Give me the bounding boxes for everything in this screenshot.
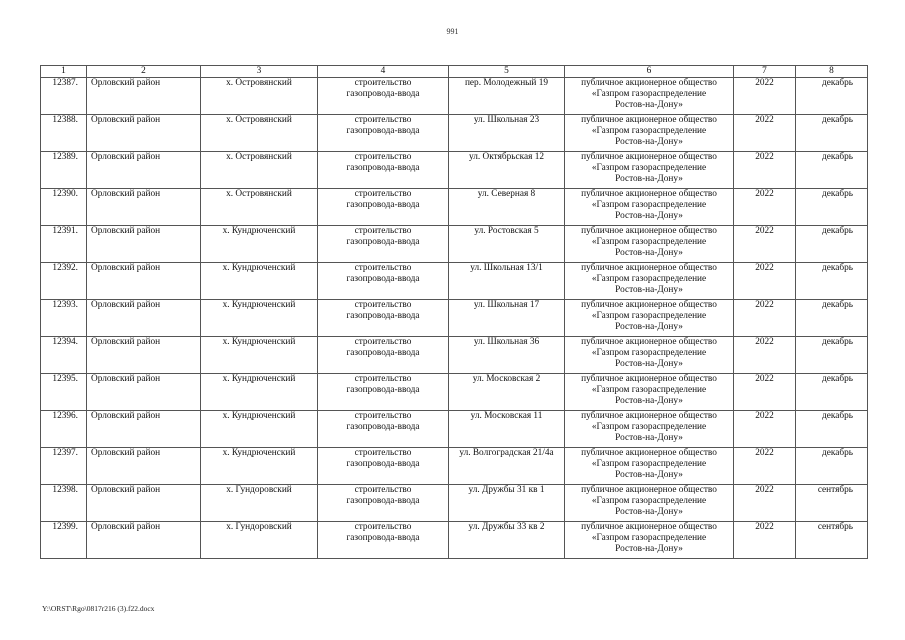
organization-cell-text: публичное акционерное общество [581, 263, 717, 273]
organization-cell [565, 337, 734, 374]
organization-cell [565, 263, 734, 300]
address-cell [449, 485, 565, 522]
district-cell [87, 485, 201, 522]
year-cell-text: 2022 [755, 300, 774, 310]
work-type-cell [318, 189, 449, 226]
address-cell-text: ул. Школьная 23 [473, 115, 540, 125]
settlement-cell-text: х. Кундрюченский [222, 337, 296, 347]
district-cell [87, 448, 201, 485]
month-cell [796, 152, 868, 189]
address-cell-text: ул. Дружбы 33 кв 2 [468, 522, 545, 532]
district-cell [87, 337, 201, 374]
organization-cell [565, 78, 734, 115]
organization-cell-text: Ростов-на-Дону» [615, 100, 683, 111]
organization-cell-text: публичное акционерное общество [581, 411, 717, 421]
organization-cell-text: «Газпром газораспределение [591, 422, 707, 433]
organization-cell-text: «Газпром газораспределение [591, 311, 707, 322]
work-type-cell [318, 374, 449, 411]
work-type-cell [318, 115, 449, 152]
address-cell [449, 78, 565, 115]
column-number-row [41, 66, 868, 78]
organization-cell-text: публичное акционерное общество [581, 300, 717, 310]
work-type-cell-text: газопровода-ввода [346, 126, 420, 137]
district-cell-text: Орловский район [91, 226, 161, 236]
year-cell-text: 2022 [755, 115, 774, 125]
month-cell [796, 226, 868, 263]
organization-cell-text: Ростов-на-Дону» [615, 322, 683, 333]
district-cell-text: Орловский район [91, 522, 161, 532]
month-cell-text: декабрь [822, 263, 853, 273]
month-cell-text: декабрь [822, 152, 853, 162]
address-cell-text: ул. Школьная 17 [473, 300, 540, 310]
district-cell-text: Орловский район [91, 300, 161, 310]
year-cell-text: 2022 [755, 78, 774, 88]
organization-cell-text: Ростов-на-Дону» [615, 248, 683, 259]
work-type-cell [318, 263, 449, 300]
district-cell [87, 263, 201, 300]
work-type-cell-text: строительство [354, 263, 412, 273]
district-cell-text: Орловский район [91, 263, 161, 273]
settlement-cell [201, 374, 318, 411]
month-cell-text: сентябрь [817, 522, 853, 532]
month-cell [796, 337, 868, 374]
table-row [41, 263, 868, 300]
settlement-cell-text: х. Островянский [226, 78, 292, 88]
address-cell [449, 152, 565, 189]
settlement-cell [201, 263, 318, 300]
month-cell [796, 189, 868, 226]
year-cell [734, 411, 796, 448]
row-number-cell-text: 12398. [52, 485, 78, 495]
work-type-cell-text: газопровода-ввода [346, 311, 420, 322]
organization-cell-text: «Газпром газораспределение [591, 348, 707, 359]
settlement-cell [201, 115, 318, 152]
organization-cell-text: публичное акционерное общество [581, 189, 717, 199]
year-cell [734, 115, 796, 152]
settlement-cell-text: х. Кундрюченский [222, 263, 296, 273]
work-type-cell-text: строительство [354, 522, 412, 532]
organization-cell-text: публичное акционерное общество [581, 485, 717, 495]
settlement-cell [201, 411, 318, 448]
row-number-cell-text: 12391. [52, 226, 78, 236]
column-number-header: 5 [449, 66, 565, 78]
row-number-cell [41, 226, 87, 263]
table-row [41, 300, 868, 337]
table-row [41, 485, 868, 522]
address-cell-text: ул. Школьная 13/1 [470, 263, 543, 273]
gas-pipeline-schedule-table [40, 65, 868, 559]
table-row [41, 522, 868, 559]
organization-cell-text: публичное акционерное общество [581, 374, 717, 384]
work-type-cell-text: строительство [354, 226, 412, 236]
column-number-header: 6 [565, 66, 734, 78]
month-cell [796, 78, 868, 115]
year-cell-text: 2022 [755, 374, 774, 384]
year-cell-text: 2022 [755, 485, 774, 495]
row-number-cell-text: 12396. [52, 411, 78, 421]
address-cell [449, 411, 565, 448]
settlement-cell-text: х. Кундрюченский [222, 374, 296, 384]
settlement-cell-text: х. Островянский [226, 189, 292, 199]
year-cell [734, 226, 796, 263]
settlement-cell-text: х. Кундрюченский [222, 448, 296, 458]
organization-cell-text: Ростов-на-Дону» [615, 359, 683, 370]
district-cell-text: Орловский район [91, 448, 161, 458]
address-cell-text: ул. Северная 8 [477, 189, 536, 199]
organization-cell-text: Ростов-на-Дону» [615, 211, 683, 222]
organization-cell-text: Ростов-на-Дону» [615, 285, 683, 296]
address-cell [449, 115, 565, 152]
district-cell-text: Орловский район [91, 411, 161, 421]
work-type-cell [318, 337, 449, 374]
table-row [41, 411, 868, 448]
row-number-cell-text: 12395. [52, 374, 78, 384]
work-type-cell-text: строительство [354, 411, 412, 421]
row-number-cell-text: 12387. [52, 78, 78, 88]
address-cell [449, 226, 565, 263]
row-number-cell [41, 115, 87, 152]
organization-cell [565, 411, 734, 448]
row-number-cell [41, 337, 87, 374]
address-cell-text: ул. Дружбы 31 кв 1 [468, 485, 545, 495]
district-cell [87, 522, 201, 559]
work-type-cell-text: газопровода-ввода [346, 89, 420, 100]
work-type-cell-text: газопровода-ввода [346, 163, 420, 174]
table-row [41, 152, 868, 189]
row-number-cell-text: 12393. [52, 300, 78, 310]
organization-cell [565, 115, 734, 152]
work-type-cell [318, 300, 449, 337]
row-number-cell [41, 78, 87, 115]
year-cell-text: 2022 [755, 448, 774, 458]
column-number-header: 8 [796, 66, 868, 78]
row-number-cell [41, 263, 87, 300]
year-cell-text: 2022 [755, 189, 774, 199]
address-cell [449, 448, 565, 485]
settlement-cell [201, 152, 318, 189]
year-cell-text: 2022 [755, 226, 774, 236]
organization-cell-text: «Газпром газораспределение [591, 163, 707, 174]
work-type-cell-text: газопровода-ввода [346, 385, 420, 396]
organization-cell-text: публичное акционерное общество [581, 522, 717, 532]
month-cell-text: декабрь [822, 226, 853, 236]
district-cell [87, 152, 201, 189]
year-cell-text: 2022 [755, 263, 774, 273]
settlement-cell [201, 226, 318, 263]
settlement-cell-text: х. Кундрюченский [222, 226, 296, 236]
address-cell-text: ул. Московская 11 [470, 411, 543, 421]
month-cell [796, 448, 868, 485]
settlement-cell [201, 485, 318, 522]
year-cell-text: 2022 [755, 411, 774, 421]
organization-cell [565, 374, 734, 411]
work-type-cell [318, 485, 449, 522]
organization-cell-text: «Газпром газораспределение [591, 533, 707, 544]
month-cell-text: декабрь [822, 78, 853, 88]
settlement-cell [201, 337, 318, 374]
organization-cell [565, 522, 734, 559]
row-number-cell [41, 485, 87, 522]
month-cell-text: декабрь [822, 337, 853, 347]
column-number-header: 1 [41, 66, 87, 78]
organization-cell-text: публичное акционерное общество [581, 78, 717, 88]
document-table-container [40, 65, 867, 559]
organization-cell-text: «Газпром газораспределение [591, 274, 707, 285]
month-cell [796, 485, 868, 522]
organization-cell-text: «Газпром газораспределение [591, 385, 707, 396]
table-header [41, 66, 868, 78]
district-cell [87, 189, 201, 226]
organization-cell-text: Ростов-на-Дону» [615, 433, 683, 444]
row-number-cell [41, 522, 87, 559]
district-cell-text: Орловский район [91, 78, 161, 88]
month-cell [796, 115, 868, 152]
file-path-footer: Y:\ORST\Rgo\0817r216 (3).f22.docx [42, 604, 155, 613]
district-cell-text: Орловский район [91, 337, 161, 347]
row-number-cell [41, 189, 87, 226]
row-number-cell [41, 152, 87, 189]
settlement-cell-text: х. Кундрюченский [222, 300, 296, 310]
year-cell [734, 152, 796, 189]
year-cell [734, 263, 796, 300]
table-row [41, 374, 868, 411]
month-cell [796, 411, 868, 448]
work-type-cell [318, 152, 449, 189]
organization-cell [565, 152, 734, 189]
district-cell [87, 411, 201, 448]
settlement-cell [201, 448, 318, 485]
row-number-cell-text: 12397. [52, 448, 78, 458]
address-cell [449, 337, 565, 374]
work-type-cell-text: строительство [354, 152, 412, 162]
work-type-cell-text: газопровода-ввода [346, 533, 420, 544]
organization-cell-text: публичное акционерное общество [581, 226, 717, 236]
district-cell [87, 226, 201, 263]
work-type-cell [318, 78, 449, 115]
month-cell [796, 522, 868, 559]
district-cell-text: Орловский район [91, 485, 161, 495]
row-number-cell [41, 374, 87, 411]
work-type-cell [318, 522, 449, 559]
row-number-cell-text: 12390. [52, 189, 78, 199]
month-cell-text: декабрь [822, 300, 853, 310]
work-type-cell-text: строительство [354, 337, 412, 347]
table-row [41, 337, 868, 374]
organization-cell-text: Ростов-на-Дону» [615, 174, 683, 185]
row-number-cell [41, 300, 87, 337]
column-number-header: 2 [87, 66, 201, 78]
district-cell-text: Орловский район [91, 115, 161, 125]
work-type-cell-text: газопровода-ввода [346, 496, 420, 507]
month-cell-text: декабрь [822, 115, 853, 125]
table-row [41, 189, 868, 226]
row-number-cell [41, 411, 87, 448]
settlement-cell [201, 189, 318, 226]
year-cell [734, 374, 796, 411]
work-type-cell-text: строительство [354, 374, 412, 384]
month-cell-text: декабрь [822, 374, 853, 384]
district-cell [87, 115, 201, 152]
table-row [41, 226, 868, 263]
district-cell-text: Орловский район [91, 189, 161, 199]
table-row [41, 115, 868, 152]
year-cell [734, 78, 796, 115]
district-cell-text: Орловский район [91, 374, 161, 384]
address-cell-text: ул. Ростовская 5 [474, 226, 539, 236]
settlement-cell [201, 300, 318, 337]
organization-cell [565, 448, 734, 485]
month-cell [796, 300, 868, 337]
work-type-cell-text: строительство [354, 448, 412, 458]
year-cell [734, 337, 796, 374]
organization-cell-text: публичное акционерное общество [581, 115, 717, 125]
table-body [41, 78, 868, 559]
organization-cell-text: публичное акционерное общество [581, 337, 717, 347]
year-cell [734, 300, 796, 337]
organization-cell-text: «Газпром газораспределение [591, 496, 707, 507]
month-cell-text: декабрь [822, 189, 853, 199]
organization-cell-text: Ростов-на-Дону» [615, 507, 683, 518]
work-type-cell-text: газопровода-ввода [346, 237, 420, 248]
address-cell [449, 263, 565, 300]
row-number-cell-text: 12388. [52, 115, 78, 125]
work-type-cell-text: строительство [354, 189, 412, 199]
organization-cell-text: публичное акционерное общество [581, 152, 717, 162]
settlement-cell-text: х. Островянский [226, 152, 292, 162]
organization-cell-text: Ростов-на-Дону» [615, 137, 683, 148]
work-type-cell [318, 448, 449, 485]
work-type-cell-text: газопровода-ввода [346, 422, 420, 433]
month-cell-text: сентябрь [817, 485, 853, 495]
work-type-cell-text: строительство [354, 300, 412, 310]
organization-cell-text: «Газпром газораспределение [591, 200, 707, 211]
district-cell [87, 374, 201, 411]
organization-cell-text: Ростов-на-Дону» [615, 470, 683, 481]
organization-cell-text: «Газпром газораспределение [591, 89, 707, 100]
month-cell-text: декабрь [822, 411, 853, 421]
work-type-cell-text: строительство [354, 78, 412, 88]
page-number: 991 [446, 27, 459, 36]
settlement-cell [201, 522, 318, 559]
organization-cell-text: Ростов-на-Дону» [615, 396, 683, 407]
column-number-header: 4 [318, 66, 449, 78]
year-cell [734, 522, 796, 559]
month-cell-text: декабрь [822, 448, 853, 458]
work-type-cell-text: газопровода-ввода [346, 274, 420, 285]
district-cell [87, 78, 201, 115]
organization-cell-text: публичное акционерное общество [581, 448, 717, 458]
row-number-cell-text: 12399. [52, 522, 78, 532]
district-cell-text: Орловский район [91, 152, 161, 162]
month-cell [796, 263, 868, 300]
organization-cell [565, 226, 734, 263]
settlement-cell-text: х. Гундоровский [226, 485, 292, 495]
year-cell [734, 189, 796, 226]
district-cell [87, 300, 201, 337]
settlement-cell-text: х. Гундоровский [226, 522, 292, 532]
year-cell [734, 448, 796, 485]
row-number-cell-text: 12394. [52, 337, 78, 347]
organization-cell [565, 485, 734, 522]
row-number-cell [41, 448, 87, 485]
table-row [41, 78, 868, 115]
address-cell-text: ул. Школьная 36 [473, 337, 540, 347]
year-cell-text: 2022 [755, 152, 774, 162]
month-cell [796, 374, 868, 411]
organization-cell-text: «Газпром газораспределение [591, 237, 707, 248]
table-row [41, 448, 868, 485]
work-type-cell-text: газопровода-ввода [346, 459, 420, 470]
settlement-cell [201, 78, 318, 115]
organization-cell-text: «Газпром газораспределение [591, 459, 707, 470]
row-number-cell-text: 12392. [52, 263, 78, 273]
year-cell-text: 2022 [755, 522, 774, 532]
organization-cell-text: Ростов-на-Дону» [615, 544, 683, 555]
year-cell [734, 485, 796, 522]
address-cell [449, 300, 565, 337]
address-cell [449, 522, 565, 559]
work-type-cell-text: строительство [354, 115, 412, 125]
settlement-cell-text: х. Кундрюченский [222, 411, 296, 421]
address-cell-text: ул. Октябрьская 12 [469, 152, 544, 162]
work-type-cell-text: строительство [354, 485, 412, 495]
organization-cell-text: «Газпром газораспределение [591, 126, 707, 137]
settlement-cell-text: х. Островянский [226, 115, 292, 125]
address-cell [449, 374, 565, 411]
address-cell [449, 189, 565, 226]
column-number-header: 3 [201, 66, 318, 78]
column-number-header: 7 [734, 66, 796, 78]
organization-cell [565, 189, 734, 226]
work-type-cell [318, 226, 449, 263]
address-cell-text: ул. Московская 2 [472, 374, 541, 384]
work-type-cell-text: газопровода-ввода [346, 200, 420, 211]
organization-cell [565, 300, 734, 337]
work-type-cell-text: газопровода-ввода [346, 348, 420, 359]
row-number-cell-text: 12389. [52, 152, 78, 162]
address-cell-text: ул. Волгоградская 21/4а [459, 448, 554, 458]
year-cell-text: 2022 [755, 337, 774, 347]
address-cell-text: пер. Молодежный 19 [464, 78, 549, 88]
work-type-cell [318, 411, 449, 448]
